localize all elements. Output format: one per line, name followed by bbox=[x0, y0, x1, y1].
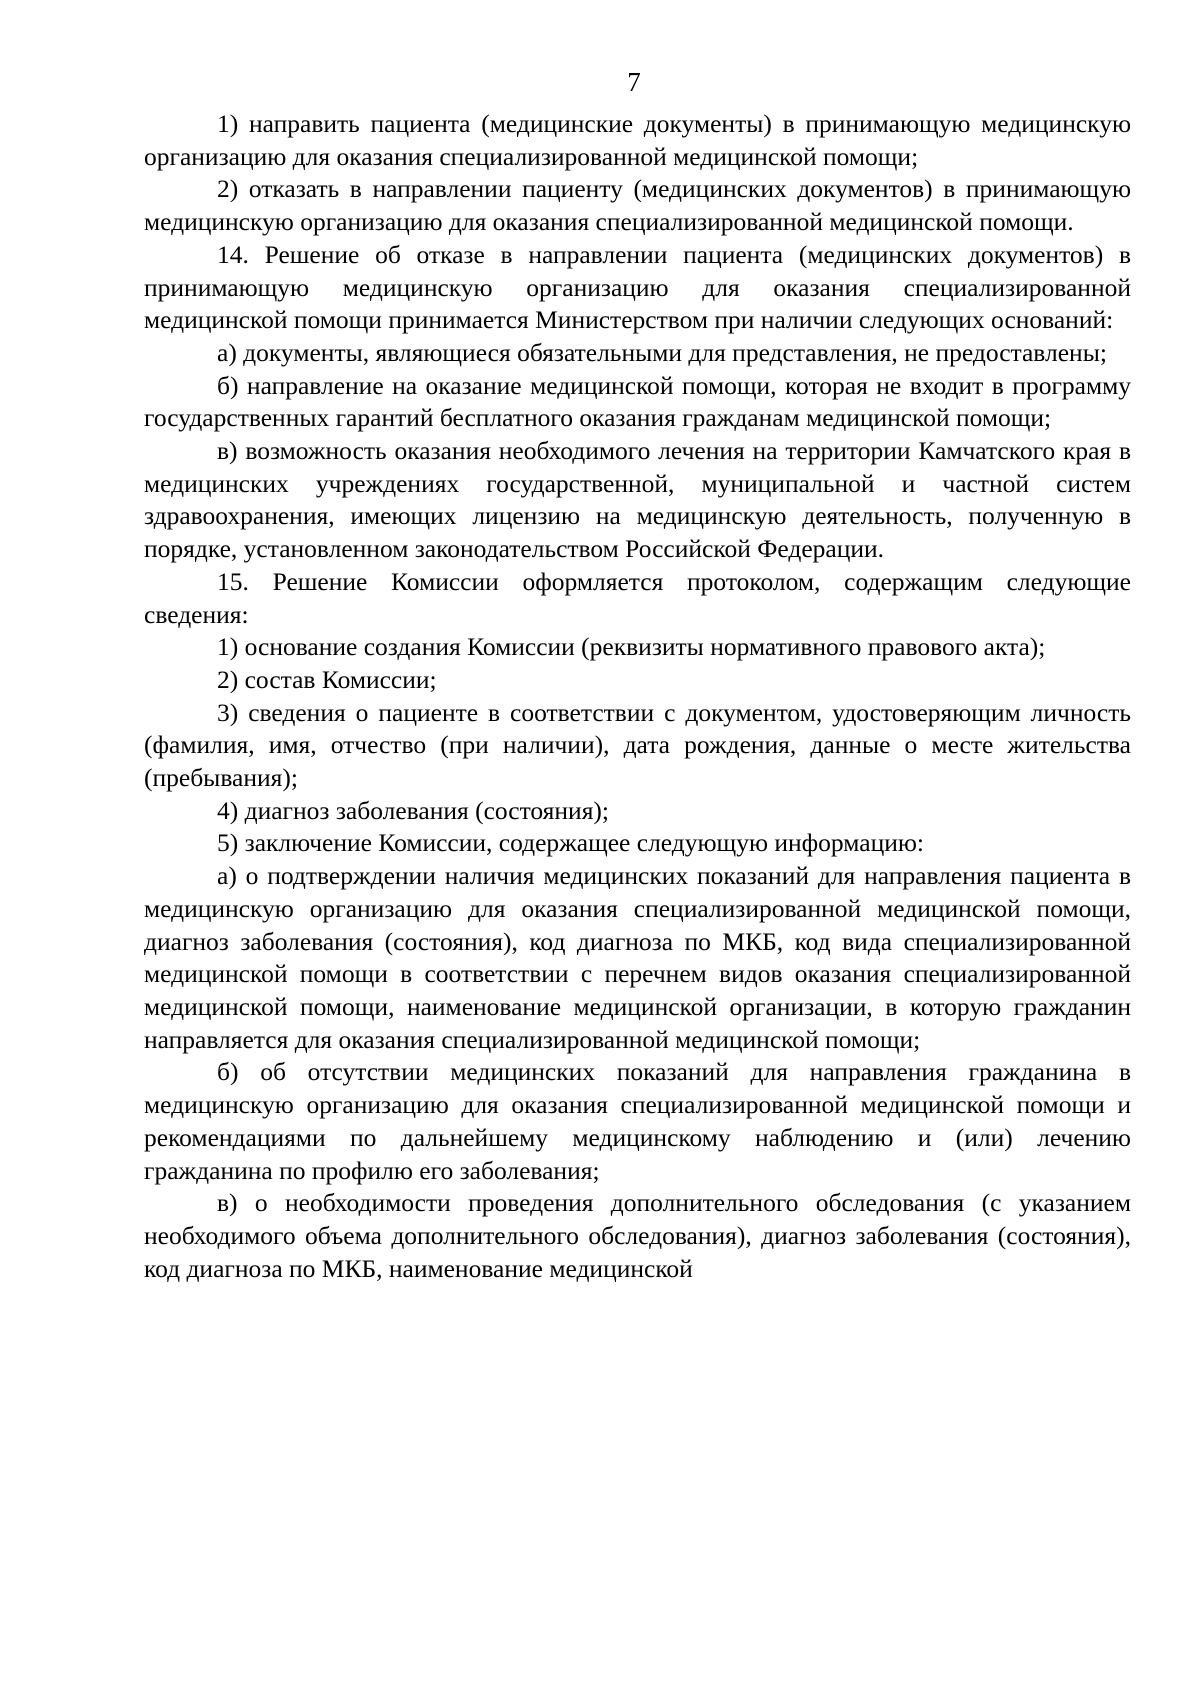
paragraph-15-item-1: 1) основание создания Комиссии (реквизиты нормативного правового акта); bbox=[217, 632, 1046, 662]
document-body bbox=[144, 108, 1131, 1285]
paragraph-15-item-5-b: б) об отсутствии медицинских показаний для направления гражданина в медицинскую организацию для оказания специализированной медицинской помощи и рекомендациями по дальнейшему медицинскому наблюдению и (или) лечению гражданина по профилю его заболевания; bbox=[144, 1057, 1131, 1185]
page-number: 7 bbox=[627, 67, 641, 97]
paragraph-13-item-2: 2) отказать в направлении пациенту (медицинских документов) в принимающую медицинскую организацию для оказания специализированной медицинской помощи. bbox=[144, 174, 1131, 237]
paragraph-15-item-4: 4) диагноз заболевания (состояния); bbox=[217, 795, 610, 825]
paragraph-14-item-b: б) направление на оказание медицинской помощи, которая не входит в программу государственных гарантий бесплатного оказания гражданам медицинской помощи; bbox=[144, 370, 1131, 433]
paragraph-14: 14. Решение об отказе в направлении пациента (медицинских документов) в принимающую медицинскую организацию для оказания специализированной медицинской помощи принимается Министерством при наличии следующих оснований: bbox=[144, 239, 1131, 335]
paragraph-14-item-v: в) возможность оказания необходимого лечения на территории Камчатского края в медицинских учреждениях государственной, муниципальной и частной систем здравоохранения, имеющих лицензию на медицинскую деятельность, полученную в порядке, установленном законодательством Российской Федерации. bbox=[144, 436, 1131, 564]
paragraph-15-item-5-v: в) о необходимости проведения дополнительного обследования (с указанием необходимого объема дополнительного обследования), диагноз заболевания (состояния), код диагноза по МКБ, наименование медицинской bbox=[144, 1188, 1131, 1283]
paragraph-15: 15. Решение Комиссии оформляется протоколом, содержащим следующие сведения: bbox=[144, 566, 1131, 629]
paragraph-15-item-5: 5) заключение Комиссии, содержащее следующую информацию: bbox=[217, 828, 925, 858]
paragraph-15-item-2: 2) состав Комиссии; bbox=[217, 664, 437, 694]
paragraph-15-item-3: 3) сведения о пациенте в соответствии с документом, удостоверяющим личность (фамилия, имя, отчество (при наличии), дата рождения, данные о месте жительства (пребывания); bbox=[144, 697, 1131, 793]
paragraph-13-item-1: 1) направить пациента (медицинские документы) в принимающую медицинскую организацию для оказания специализированной медицинской помощи; bbox=[144, 109, 1131, 171]
paragraph-15-item-5-a: а) о подтверждении наличия медицинских показаний для направления пациента в медицинскую организацию для оказания специализированной медицинской помощи, диагноз заболевания (состояния), код диагноза по МКБ, код вида специализированной медицинской помощи в соответствии с перечнем видов оказания специализированной медицинской помощи, наименование медицинской организации, в которую гражданин направляется для оказания специализированной медицинской помощи; bbox=[144, 861, 1131, 1054]
paragraph-14-item-a: а) документы, являющиеся обязательными для представления, не предоставлены; bbox=[217, 337, 1107, 367]
